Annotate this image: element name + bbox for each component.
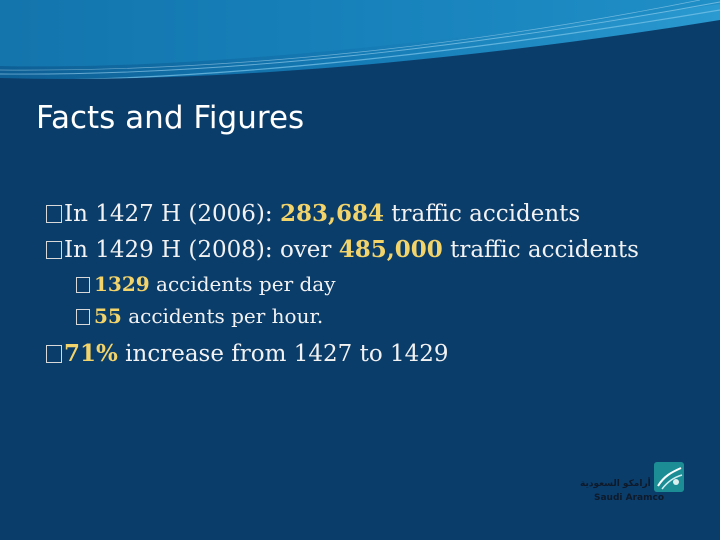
bullet-glyph-icon xyxy=(46,205,62,223)
slide-content xyxy=(46,196,706,372)
highlight-value: 1329 xyxy=(94,272,150,296)
bullet-2006-accidents xyxy=(46,196,706,232)
company-logo xyxy=(576,460,688,508)
highlight-value: 485,000 xyxy=(338,236,443,263)
bullet-text: traffic accidents xyxy=(442,237,639,263)
bullet-text: accidents per day xyxy=(149,272,336,296)
highlight-value: 283,684 xyxy=(279,200,384,227)
bullet-text: increase from 1427 to 1429 xyxy=(117,341,449,367)
bullet-text: accidents per hour. xyxy=(121,304,324,328)
bullet-glyph-icon xyxy=(46,345,62,363)
slide-title: Facts and Figures xyxy=(36,100,305,136)
bullet-text: In 1427 H (2006): xyxy=(64,201,280,227)
highlight-value: 71% xyxy=(64,340,118,367)
logo-english-text: Saudi Aramco xyxy=(594,493,664,503)
sub-bullet-per-day xyxy=(76,268,706,300)
bullet-increase xyxy=(46,336,706,372)
saudi-aramco-logo-icon xyxy=(654,462,684,492)
highlight-value: 55 xyxy=(94,304,122,328)
bullet-text: traffic accidents xyxy=(384,201,581,227)
logo-arabic-text: أرامكو السعودية xyxy=(580,479,651,489)
header-wave-band xyxy=(0,0,720,82)
bullet-text: In 1429 H (2008): over xyxy=(64,237,339,263)
bullet-glyph-icon xyxy=(46,241,62,259)
bullet-2008-accidents xyxy=(46,232,706,268)
bullet-glyph-icon xyxy=(76,277,90,293)
bullet-glyph-icon xyxy=(76,309,90,325)
sub-bullet-per-hour xyxy=(76,300,706,332)
